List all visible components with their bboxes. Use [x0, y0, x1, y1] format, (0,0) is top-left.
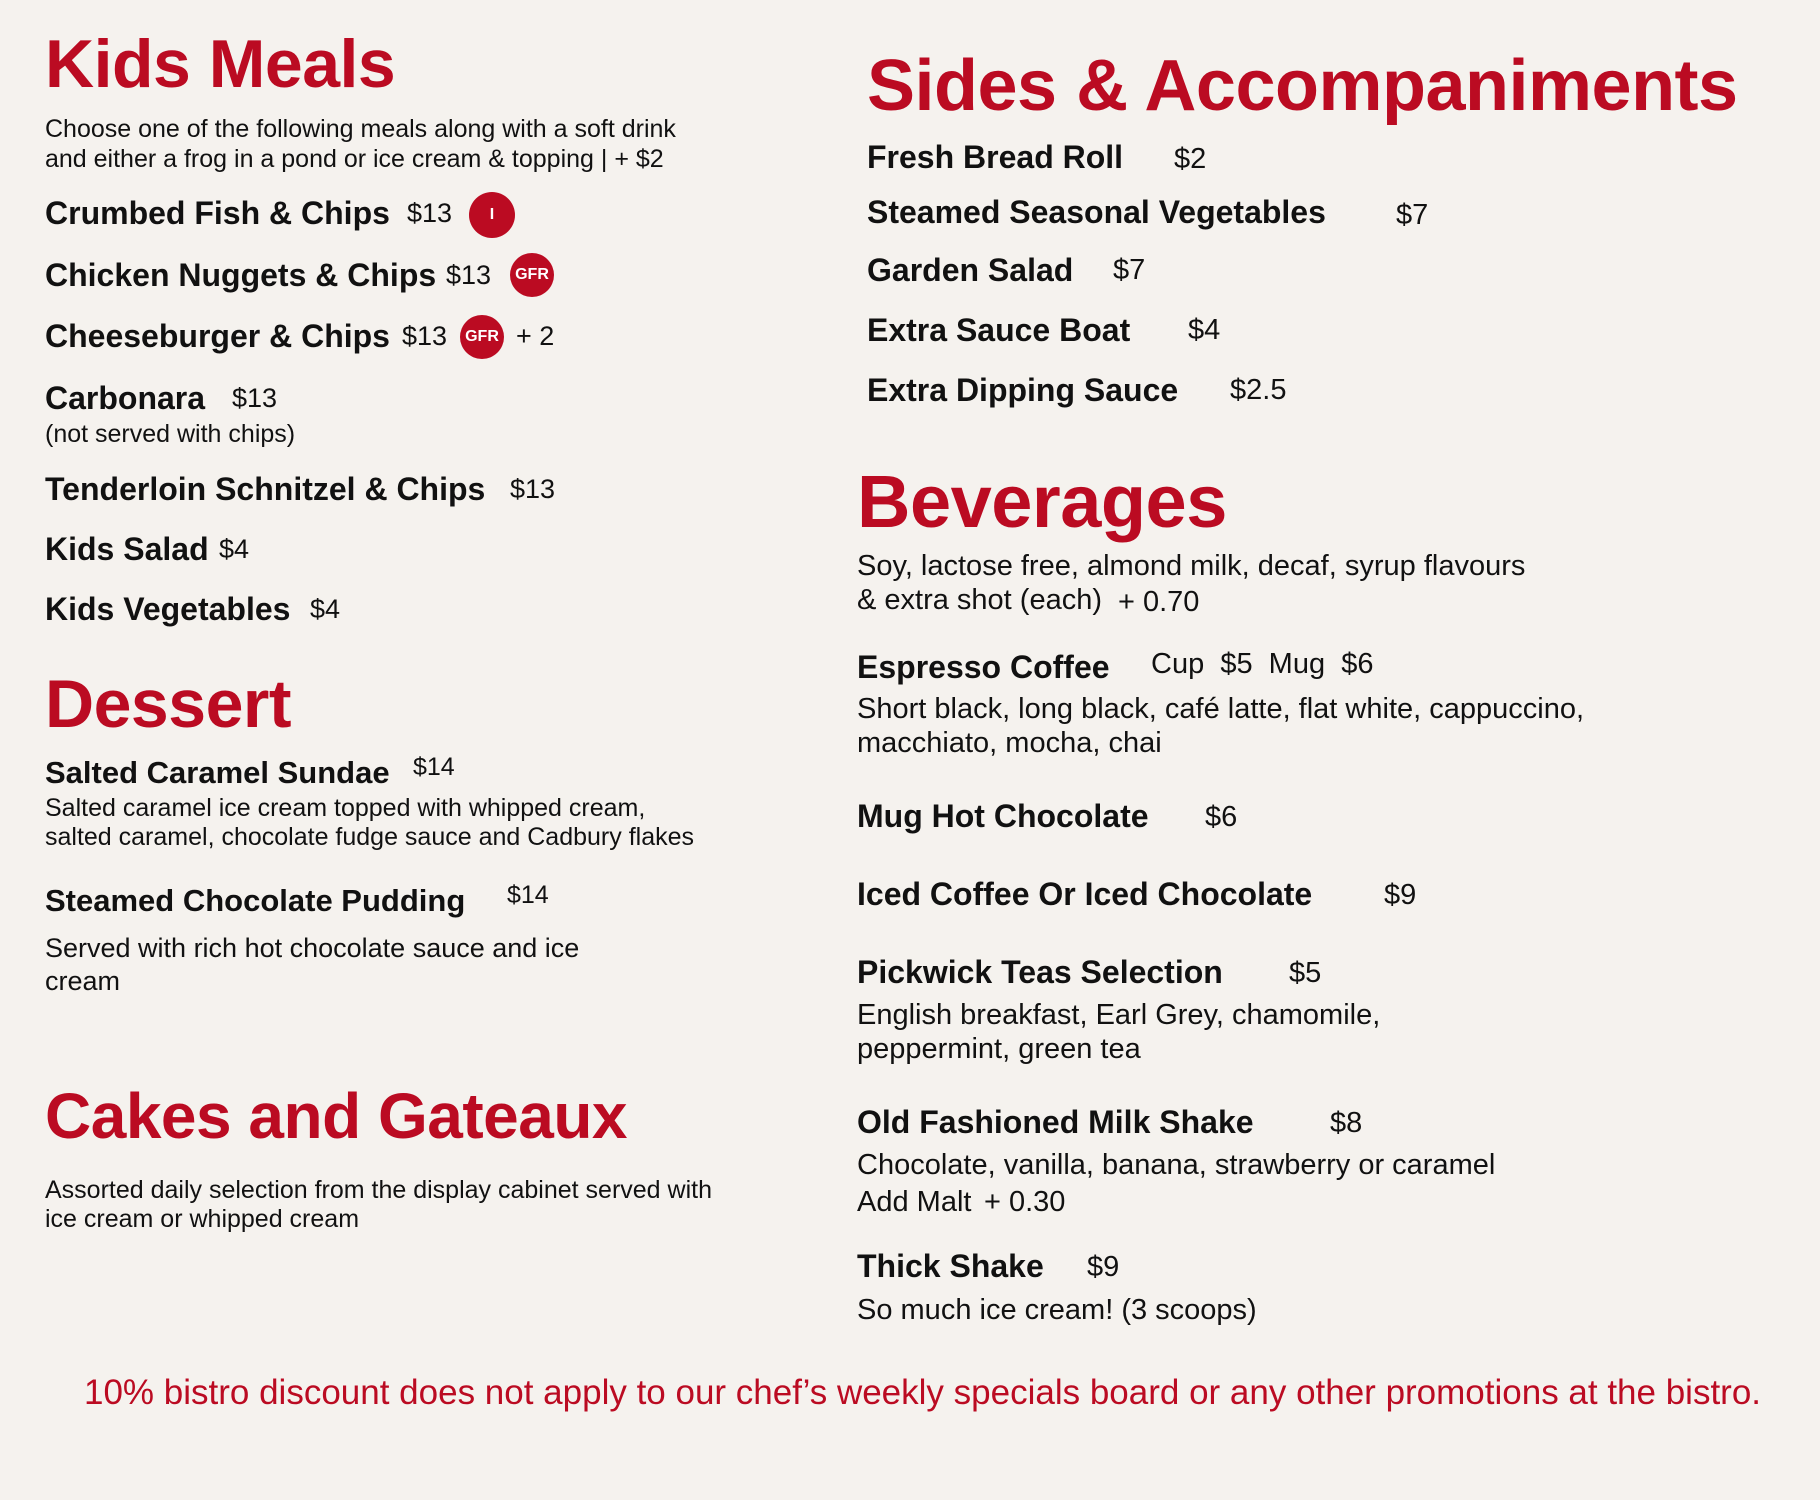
beverage-item-name: Old Fashioned Milk Shake [857, 1104, 1254, 1140]
beverages-intro-line1: Soy, lactose free, almond milk, decaf, syrup flavours [857, 550, 1526, 582]
beverage-item-description-price: + 0.30 [984, 1186, 1066, 1218]
kids-meal-item-price: $4 [219, 534, 250, 564]
dessert-item-description-line2: salted caramel, chocolate fudge sauce and Cadbury flakes [45, 823, 694, 851]
kids-meal-item-extra: + 2 [516, 321, 555, 351]
side-item-price: $7 [1396, 199, 1429, 231]
kids-meal-item-name: Kids Salad [45, 531, 209, 567]
side-item-price: $7 [1113, 254, 1146, 286]
cakes-description-line1: Assorted daily selection from the display cabinet served with [45, 1176, 712, 1204]
gluten-free-badge-icon: GFR [510, 253, 554, 297]
beverage-item-price: $9 [1087, 1251, 1120, 1283]
kids-meal-item-price: $4 [310, 594, 341, 624]
beverage-item-name: Mug Hot Chocolate [857, 798, 1149, 834]
dessert-item-price: $14 [413, 753, 455, 781]
kids-meal-item-name: Chicken Nuggets & Chips [45, 257, 437, 293]
beverage-item-price: Cup $5 Mug $6 [1151, 648, 1374, 680]
dessert-item-name: Steamed Chocolate Pudding [45, 883, 466, 918]
kids-meal-item-price: $13 [510, 474, 556, 504]
cakes-heading: Cakes and Gateaux [45, 1080, 627, 1152]
side-item-price: $4 [1188, 314, 1221, 346]
beverage-item-name: Pickwick Teas Selection [857, 954, 1223, 990]
dessert-item-price: $14 [507, 881, 549, 909]
beverage-item-name: Thick Shake [857, 1248, 1044, 1284]
dessert-item-description-line2: cream [45, 966, 121, 996]
side-item-name: Steamed Seasonal Vegetables [867, 194, 1326, 230]
beverage-item-description-line1: English breakfast, Earl Grey, chamomile, [857, 999, 1381, 1031]
info-badge-icon: I [469, 192, 515, 238]
gluten-free-badge-icon: GFR [460, 315, 504, 359]
beverages-intro-price: + 0.70 [1118, 586, 1200, 618]
beverage-item-price: $8 [1330, 1107, 1363, 1139]
beverage-item-name: Iced Coffee Or Iced Chocolate [857, 876, 1313, 912]
dessert-item-description-line1: Salted caramel ice cream topped with whipped cream, [45, 794, 646, 822]
kids-meals-intro-line2: and either a frog in a pond or ice cream & topping | + $2 [45, 145, 664, 173]
dessert-item-description-line1: Served with rich hot chocolate sauce and ice [45, 933, 580, 963]
dessert-item-name: Salted Caramel Sundae [45, 755, 390, 790]
beverages-heading: Beverages [857, 460, 1227, 543]
side-item-name: Extra Sauce Boat [867, 312, 1131, 348]
kids-meals-intro-line1: Choose one of the following meals along with a soft drink [45, 115, 676, 143]
beverage-item-description-line1: So much ice cream! (3 scoops) [857, 1294, 1257, 1326]
beverage-item-description-line2: macchiato, mocha, chai [857, 727, 1162, 759]
beverage-item-price: $6 [1205, 801, 1238, 833]
side-item-price: $2 [1174, 143, 1207, 175]
beverage-item-name: Espresso Coffee [857, 649, 1110, 685]
kids-meal-item-name: Crumbed Fish & Chips [45, 195, 390, 231]
beverage-item-price: $9 [1384, 879, 1417, 911]
cakes-description-line2: ice cream or whipped cream [45, 1205, 360, 1233]
beverage-item-description-line2: peppermint, green tea [857, 1033, 1141, 1065]
side-item-name: Extra Dipping Sauce [867, 372, 1179, 408]
kids-meal-item-name: Tenderloin Schnitzel & Chips [45, 471, 486, 507]
side-item-name: Garden Salad [867, 252, 1074, 288]
beverage-item-description-line2: Add Malt [857, 1186, 972, 1218]
kids-meal-item-note: (not served with chips) [45, 420, 296, 448]
side-item-name: Fresh Bread Roll [867, 139, 1124, 175]
kids-meal-item-price: $13 [232, 383, 278, 413]
kids-meal-item-price: $13 [446, 260, 492, 290]
beverages-intro-line2: & extra shot (each) [857, 584, 1102, 616]
beverage-item-description-line1: Chocolate, vanilla, banana, strawberry or caramel [857, 1149, 1496, 1181]
kids-meal-item-price: $13 [402, 321, 448, 351]
kids-meal-item-name: Carbonara [45, 380, 206, 416]
kids-meal-item-name: Kids Vegetables [45, 591, 291, 627]
kids-meal-item-name: Cheeseburger & Chips [45, 318, 390, 354]
beverage-item-price: $5 [1289, 957, 1322, 989]
discount-footer-note: 10% bistro discount does not apply to our chef’s weekly specials board or any other promotions at the bistro. [84, 1373, 1762, 1412]
kids-meals-heading: Kids Meals [45, 26, 396, 102]
sides-heading: Sides & Accompaniments [867, 46, 1738, 126]
side-item-price: $2.5 [1230, 374, 1287, 406]
beverage-item-description-line1: Short black, long black, café latte, flat white, cappuccino, [857, 693, 1585, 725]
kids-meal-item-price: $13 [407, 198, 453, 228]
dessert-heading: Dessert [45, 666, 291, 742]
